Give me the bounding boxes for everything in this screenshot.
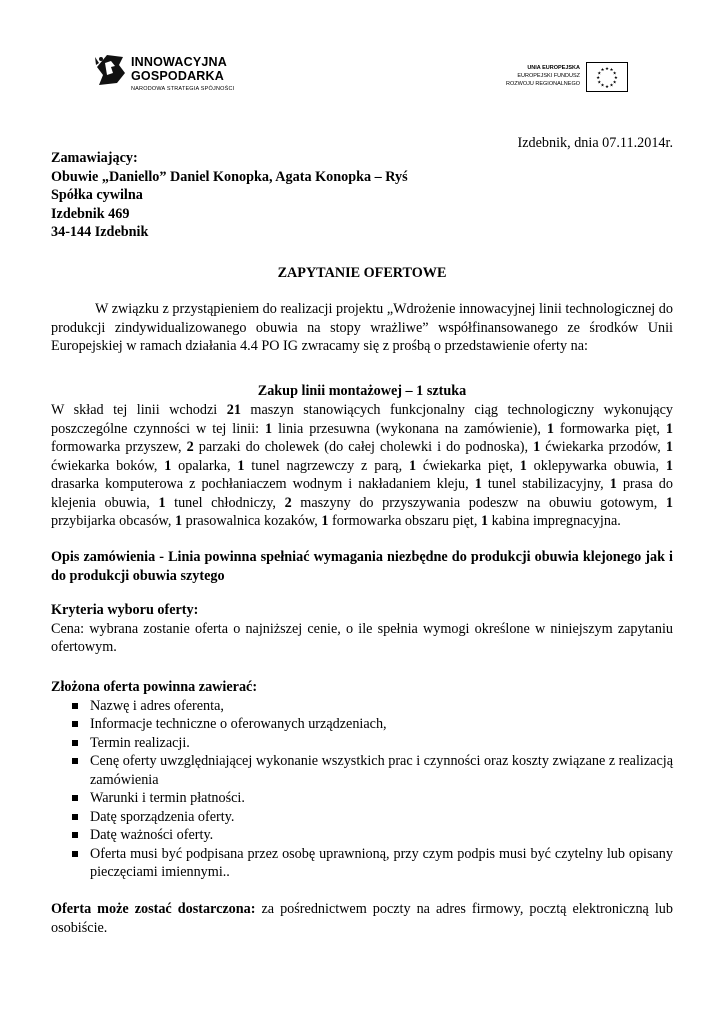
svg-text:★: ★ [609, 83, 614, 89]
desc-text: formowarka pięt, [553, 420, 666, 437]
desc-text: formowarka obszaru pięt, [328, 513, 481, 529]
document-date: Izdebnik, dnia 07.11.2014r. [517, 135, 673, 151]
ig-logo-mark-icon [93, 53, 127, 87]
desc-text: prasa do klejenia obuwia, [51, 476, 673, 511]
desc-text: ćwiekarka przodów, [540, 439, 666, 455]
document-title: ZAPYTANIE OFERTOWE [277, 265, 447, 281]
eu-logo [500, 62, 628, 94]
eu-flag-icon [586, 62, 628, 92]
desc-text: przybijarka obcasów, [51, 513, 175, 529]
svg-text:★: ★ [600, 83, 605, 89]
desc-count: 1 [609, 476, 617, 492]
criteria-text: Cena: wybrana zostanie oferta o najniższej cenie, o ile spełnia wymogi określone w niniejszym zapytaniu ofertowym. [51, 620, 673, 655]
orderer-address1: Izdebnik 469 [51, 205, 130, 222]
ig-logo-line3: NARODOWA STRATEGIA SPÓJNOŚCI [131, 86, 235, 92]
desc-count: 1 [665, 457, 673, 474]
eu-logo-line2: EUROPEJSKI FUNDUSZ [517, 73, 580, 79]
list-item: Termin realizacji. [51, 734, 673, 753]
line-description [51, 401, 673, 531]
desc-count: 1 [237, 457, 245, 474]
list-item: Datę ważności oferty. [51, 826, 673, 845]
ig-logo-line1: INNOWACYJNA [131, 55, 227, 69]
list-item: Datę sporządzenia oferty. [51, 808, 673, 827]
list-item: Nazwę i adres oferenta, [51, 697, 673, 716]
eu-logo-text [506, 64, 580, 88]
desc-text: maszyny do przyszywania podeszw na obuwiu gotowym, [291, 494, 666, 511]
desc-count: 21 [226, 402, 241, 418]
innowacyjna-gospodarka-logo [93, 53, 253, 103]
desc-count: 1 [174, 513, 183, 529]
desc-count: 1 [265, 420, 273, 437]
list-item: Informacje techniczne o oferowanych urządzeniach, [51, 715, 673, 734]
svg-text:★: ★ [604, 67, 610, 72]
list-item: Oferta musi być podpisana przez osobę uprawnioną, przy czym podpis musi być czytelny lub opisany pieczęciami imiennymi.. [51, 845, 673, 882]
desc-count: 1 [321, 513, 329, 529]
orderer-address2: 34-144 Izdebnik [51, 224, 149, 240]
desc-text: parzaki do cholewek (do całej cholewki i do podnoska), [193, 439, 534, 455]
desc-count: 1 [474, 476, 482, 492]
offer-contents-list [51, 697, 673, 882]
desc-count: 1 [164, 457, 172, 474]
desc-count: 1 [546, 420, 554, 437]
intro-paragraph: W związku z przystąpieniem do realizacji projektu „Wdrożenie innowacyjnej linii technologicznej do produkcji zindywidualizowanego obuwia na stopy wrażliwe” współfinansowanego ze środków Unii Europejskiej w ramach działania 4.4 PO IG zwracamy się z prośbą o przedstawienie oferty na: [51, 301, 673, 354]
desc-text: W skład tej linii wchodzi [51, 402, 227, 418]
desc-text: formowarka przyszew, [51, 439, 187, 455]
delivery-text: za pośrednictwem poczty na adres firmowy, pocztą elektroniczną lub osobiście. [51, 901, 673, 936]
desc-text: oklepywarka obuwia, [526, 457, 666, 474]
desc-text: linia przesuwna (wykonana na zamówienie), [272, 420, 547, 437]
list-item: Warunki i termin płatności. [51, 789, 673, 808]
desc-text: ćwiekarka boków, [51, 457, 165, 474]
criteria-section [51, 601, 673, 657]
desc-text: kabina impregnacyjna. [488, 513, 621, 529]
delivery-paragraph [51, 900, 673, 937]
desc-count: 1 [665, 420, 673, 437]
desc-count: 1 [409, 457, 417, 474]
svg-text:★: ★ [600, 68, 605, 74]
desc-count: 1 [158, 494, 166, 511]
desc-count: 1 [665, 494, 673, 511]
eu-logo-line1: UNIA EUROPEJSKA [527, 65, 580, 71]
svg-text:★: ★ [609, 68, 614, 74]
orderer-form: Spółka cywilna [51, 187, 143, 203]
desc-count: 1 [665, 439, 673, 455]
eu-logo-line3: ROZWOJU REGIONALNEGO [506, 81, 580, 87]
desc-count: 1 [533, 439, 541, 455]
svg-text:★: ★ [613, 75, 618, 81]
order-description: Opis zamówienia - Linia powinna spełniać wymagania niezbędne do produkcji obuwia klejonego jak i do produkcji obuwia szytego [51, 549, 673, 584]
desc-count: 1 [519, 457, 527, 474]
criteria-heading: Kryteria wyboru oferty: [51, 602, 199, 618]
svg-text:★: ★ [597, 71, 602, 77]
order-subject: Zakup linii montażowej – 1 sztuka [257, 383, 467, 399]
ig-logo-line2: GOSPODARKA [131, 69, 224, 83]
desc-text: tunel nagrzewczy z parą, [244, 457, 409, 474]
desc-text: ćwiekarka pięt, [416, 457, 520, 474]
orderer-block [51, 149, 673, 242]
svg-text:★: ★ [604, 84, 610, 90]
offer-contents-section [51, 678, 673, 882]
svg-text:★: ★ [612, 80, 617, 86]
desc-text: drasarka komputerowa z pochłaniaczem wodnym i nakładaniem kleju, [51, 476, 475, 492]
svg-text:★: ★ [596, 75, 601, 81]
desc-text: prasowalnica kozaków, [182, 513, 322, 529]
desc-count: 1 [480, 513, 489, 529]
desc-text: opalarka, [171, 457, 238, 474]
offer-contents-heading: Złożona oferta powinna zawierać: [51, 679, 258, 695]
desc-count: 2 [284, 494, 292, 511]
svg-text:★: ★ [612, 71, 617, 77]
desc-text: tunel chłodniczy, [165, 494, 285, 511]
orderer-name: Obuwie „Daniello” Daniel Konopka, Agata Konopka – Ryś [51, 168, 408, 185]
list-item: Cenę oferty uwzględniającej wykonanie wszystkich prac i czynności oraz koszty związane z realizacją zamówienia [51, 752, 673, 789]
desc-text: tunel stabilizacyjny, [481, 476, 610, 492]
desc-text: maszyn stanowiących funkcjonalny ciąg technologiczny wykonujący poszczególne czynności w tej linii: [51, 402, 673, 437]
orderer-label: Zamawiający: [51, 150, 138, 166]
svg-text:★: ★ [597, 80, 602, 86]
delivery-label: Oferta może zostać dostarczona: [51, 901, 256, 917]
desc-count: 2 [186, 439, 194, 455]
